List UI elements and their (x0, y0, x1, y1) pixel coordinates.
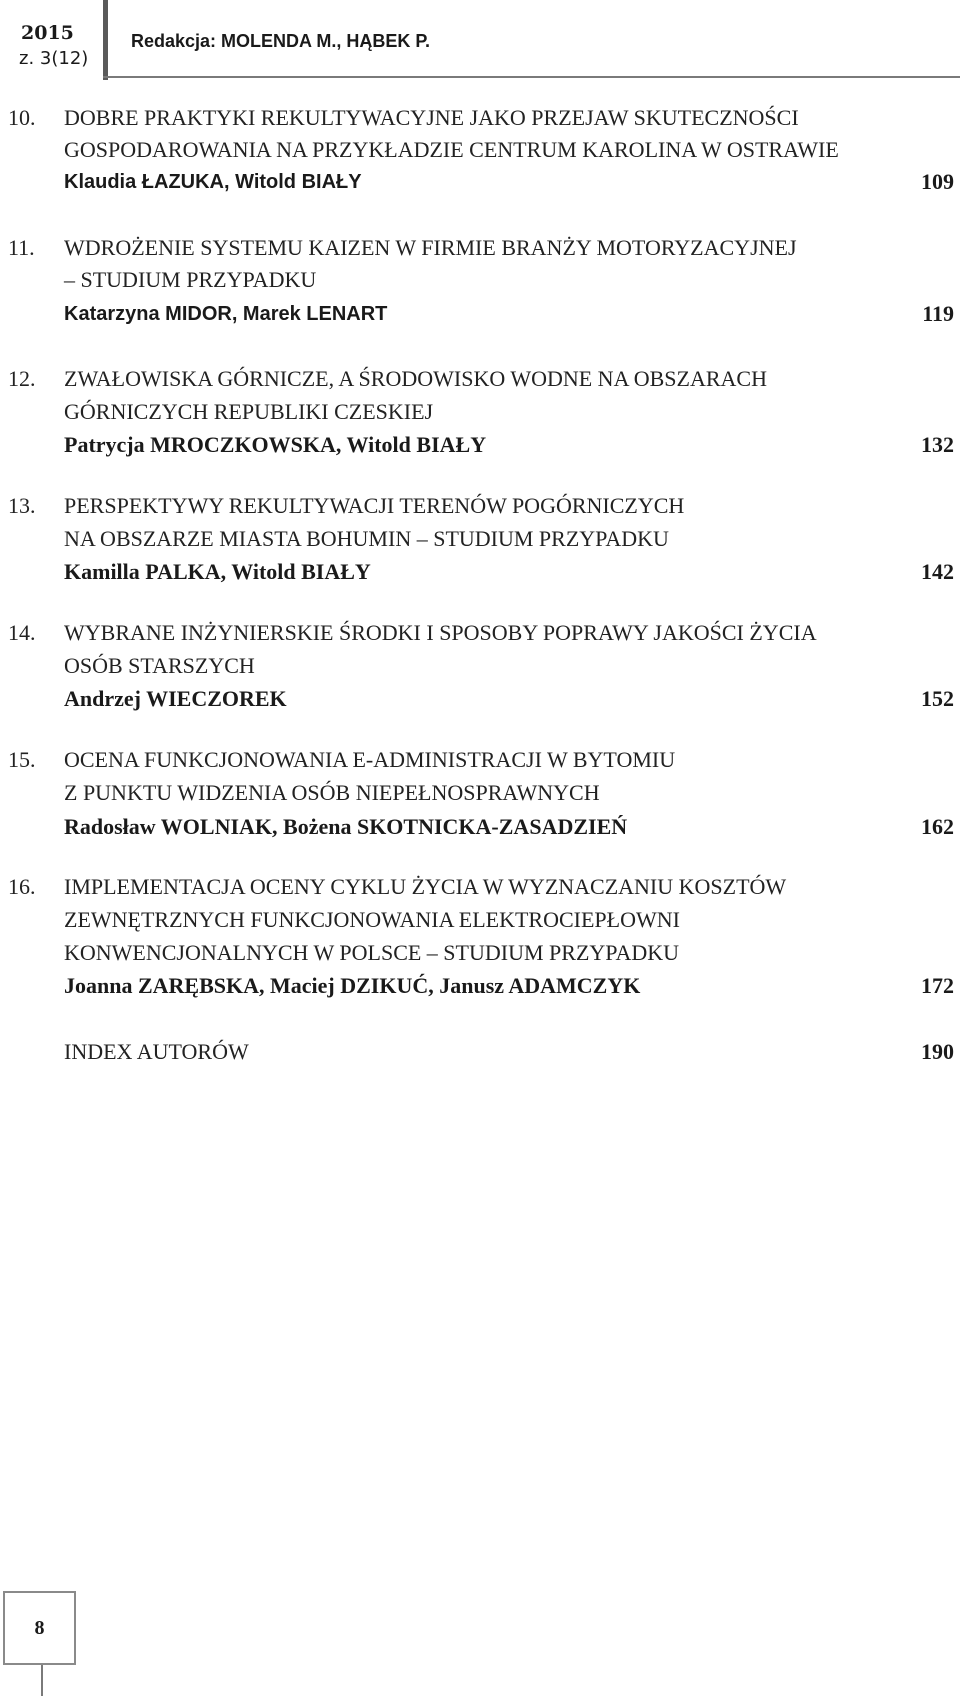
toc-entry-title-line: ZWAŁOWISKA GÓRNICZE, A ŚRODOWISKO WODNE NA OBSZARACH (64, 366, 767, 391)
header-divider-vertical (103, 0, 108, 80)
toc-entry-page: 109 (921, 169, 954, 194)
toc-entry-title-line: GÓRNICZYCH REPUBLIKI CZESKIEJ (64, 399, 434, 424)
toc-entry-title-line: IMPLEMENTACJA OCENY CYKLU ŻYCIA W WYZNACZANIU KOSZTÓW (64, 874, 787, 899)
toc-entry-authors: Patrycja MROCZKOWSKA, Witold BIAŁY (64, 432, 487, 457)
toc-entry-authors: Katarzyna MIDOR, Marek LENART (64, 303, 388, 325)
toc-entry-authors: Joanna ZARĘBSKA, Maciej DZIKUĆ, Janusz ADAMCZYK (64, 973, 641, 998)
index-label: INDEX AUTORÓW (64, 1039, 249, 1064)
toc-entry-number: 12. (8, 366, 36, 391)
toc-entry-number: 15. (8, 747, 36, 772)
toc-entry-page: 132 (921, 432, 954, 457)
toc-entry-number: 16. (8, 874, 36, 899)
toc-entry-authors: Klaudia ŁAZUKA, Witold BIAŁY (64, 171, 362, 193)
toc-entry-title-line: – STUDIUM PRZYPADKU (64, 267, 317, 292)
toc-entry-title-line: OSÓB STARSZYCH (64, 653, 255, 678)
toc-entry-page: 162 (921, 814, 954, 839)
header-editors: Redakcja: MOLENDA M., HĄBEK P. (131, 31, 431, 51)
footer-page-number: 8 (34, 1617, 45, 1639)
header-divider-horizontal (103, 76, 960, 78)
toc-entry-page: 119 (922, 301, 954, 326)
toc-entry-page: 172 (921, 973, 954, 998)
toc-entry-authors: Radosław WOLNIAK, Bożena SKOTNICKA-ZASADZIEŃ (64, 814, 628, 839)
index-page: 190 (921, 1039, 954, 1064)
toc-entry-title-line: NA OBSZARZE MIASTA BOHUMIN – STUDIUM PRZYPADKU (64, 526, 669, 551)
toc-entry-page: 152 (921, 686, 954, 711)
toc-entry-title-line: ZEWNĘTRZNYCH FUNKCJONOWANIA ELEKTROCIEPŁOWNI (64, 907, 680, 932)
toc-entry-authors: Kamilla PALKA, Witold BIAŁY (64, 559, 371, 584)
toc-entry-title-line: Z PUNKTU WIDZENIA OSÓB NIEPEŁNOSPRAWNYCH (64, 780, 600, 805)
toc-entry-number: 10. (8, 105, 36, 130)
toc-entry-title-line: WYBRANE INŻYNIERSKIE ŚRODKI I SPOSOBY POPRAWY JAKOŚCI ŻYCIA (64, 620, 817, 645)
toc-entry-title-line: PERSPEKTYWY REKULTYWACJI TERENÓW POGÓRNICZYCH (64, 493, 685, 518)
header-issue: z. 3(12) (19, 48, 89, 69)
toc-entry-number: 11. (8, 235, 35, 260)
toc-entry-page: 142 (921, 559, 954, 584)
toc-entry-title-line: WDROŻENIE SYSTEMU KAIZEN W FIRMIE BRANŻY MOTORYZACYJNEJ (64, 235, 797, 260)
toc-entry-number: 13. (8, 493, 36, 518)
toc-entry-title-line: DOBRE PRAKTYKI REKULTYWACYJNE JAKO PRZEJAW SKUTECZNOŚCI (64, 105, 799, 130)
toc-entry-authors: Andrzej WIECZOREK (64, 686, 287, 711)
toc-entry-number: 14. (8, 620, 36, 645)
header-year: 2015 (21, 22, 74, 44)
running-header (0, 0, 960, 80)
toc-entry-title-line: OCENA FUNKCJONOWANIA E-ADMINISTRACJI W BYTOMIU (64, 747, 676, 772)
toc-entry-title-line: KONWENCJONALNYCH W POLSCE – STUDIUM PRZYPADKU (64, 940, 680, 965)
toc-entry-title-line: GOSPODAROWANIA NA PRZYKŁADZIE CENTRUM KAROLINA W OSTRAWIE (64, 137, 839, 162)
